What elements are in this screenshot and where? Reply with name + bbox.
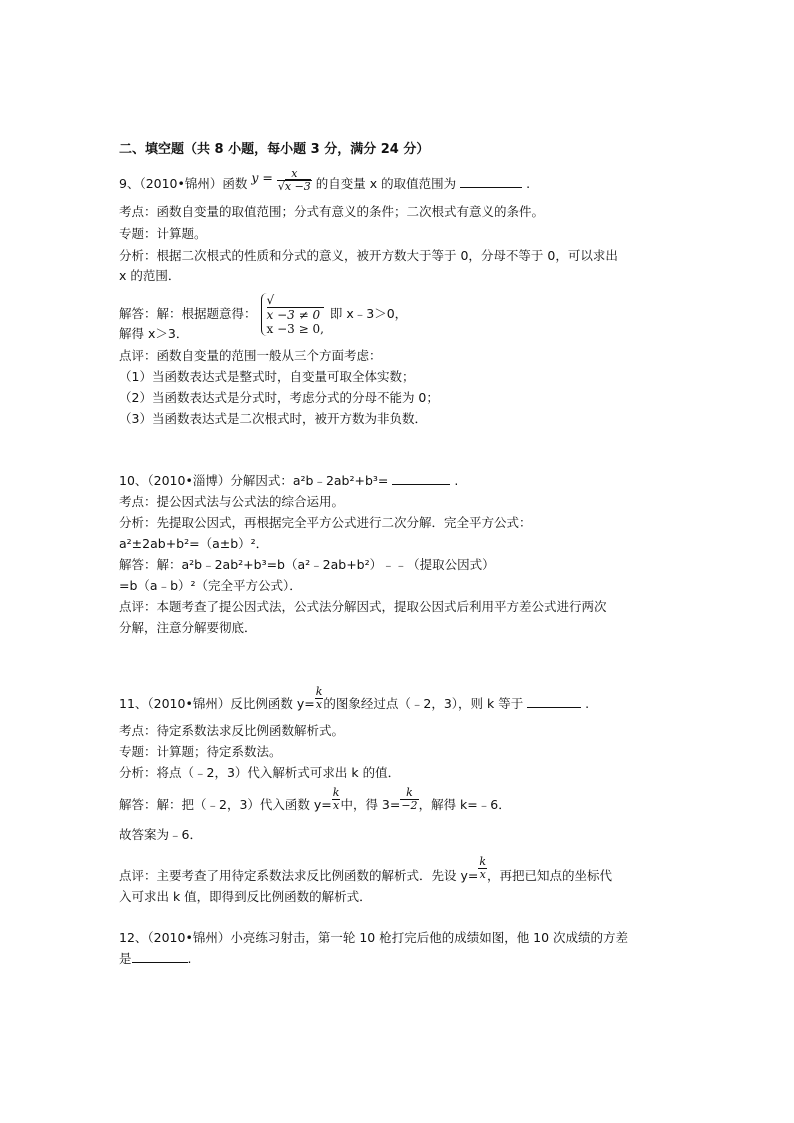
q10-end: . [454, 473, 459, 488]
q9-sys-line-2: x −3 ≥ 0, [266, 322, 324, 336]
q11-dianping-b: ，再把已知点的坐标代 [487, 868, 613, 883]
q10-fenxi-2: a²±2ab+b²=（a±b）²． [119, 536, 269, 551]
q9-frac-den [277, 180, 312, 193]
q9-jieda-prefix: 解答：解：根据题意得： [119, 306, 257, 321]
q11-dianping-fraction [478, 856, 487, 881]
q11-frac-den: x [315, 698, 323, 711]
q11-jieda-b: 中，得 3= [340, 797, 401, 812]
q11-end: . [585, 696, 590, 711]
q10-kaodian: 考点：提公因式法与公式法的综合运用。 [119, 494, 345, 509]
answer-blank [460, 175, 522, 188]
q10-dianping-1: 点评：本题考查了提公因式法，公式法分解因式，提取公因式后利用平方差公式进行两次 [119, 599, 607, 614]
q11-frac-num: k [315, 685, 323, 698]
q11-fenxi: 分析：将点（﹣2，3）代入解析式可求出 k 的值． [119, 765, 401, 780]
q10-jieda-1: 解答：解：a²b﹣2ab²+b³=b（a²﹣2ab+b²）﹣﹣（提取公因式） [119, 557, 495, 572]
q11-stem [119, 685, 590, 717]
q9-func-y: y = [251, 170, 273, 185]
q9-prefix: 9、（2010•锦州）函数 [119, 176, 248, 191]
q11-dianping-2: 入可求出 k 值，即得到反比例函数的解析式． [119, 889, 372, 904]
q9-radicand: x −3 [284, 180, 311, 193]
q9-suffix: 的自变量 x 的取值范围为 [315, 176, 457, 191]
q12-line-2 [119, 950, 192, 968]
q9-sys-line-1: √ x −3 ≠ 0 [267, 293, 324, 322]
q10-dianping-2: 分解，注意分解要彻底． [119, 620, 257, 635]
q10-jieda-2: =b（a﹣b）²（完全平方公式）． [119, 578, 302, 593]
q11-jieda-fraction-1 [332, 787, 341, 812]
q9-fraction [277, 168, 312, 193]
q11-jieda-frac1-num: k [332, 786, 340, 799]
q10-stem-prefix: 10、（2010•淄博）分解因式：a²b﹣2ab²+b³= [119, 473, 389, 488]
q11-dianping-frac-den: x [479, 868, 486, 881]
q9-jieda-suffix: 即 x﹣3＞0， [329, 306, 408, 321]
q12-end: . [187, 951, 192, 966]
q11-dianping-frac-num: k [479, 855, 487, 868]
q11-jieda-a: 解答：解：把（﹣2，3）代入函数 y= [119, 797, 332, 812]
q9-inequality-system [261, 293, 324, 336]
q9-stem [119, 167, 531, 197]
q9-dianping-1: 点评：函数自变量的范围一般从三个方面考虑： [119, 348, 382, 363]
q9-end: . [526, 176, 531, 191]
q11-jieda-frac2-den: −2 [401, 799, 418, 812]
q11-dianping-1 [119, 855, 613, 889]
q9-dianping-4: （3）当函数表达式是二次根式时，被开方数为非负数． [119, 411, 427, 426]
answer-blank [527, 695, 581, 708]
q9-dianping-2: （1）当函数表达式是整式时，自变量可取全体实数； [119, 369, 415, 384]
answer-blank [132, 950, 188, 963]
q9-dianping-3: （2）当函数表达式是分式时，考虑分式的分母不能为 0； [119, 390, 439, 405]
q9-fenxi-1: 分析：根据二次根式的性质和分式的意义，被开方数大于等于 0，分母不等于 0，可以求出 [119, 248, 618, 263]
q11-kaodian: 考点：待定系数法求反比例函数解析式。 [119, 723, 345, 738]
q11-jieda-c: ，解得 k=﹣6． [418, 797, 511, 812]
q11-jieda-fraction-2 [400, 787, 418, 812]
q11-stem-suffix: 的图象经过点（﹣2，3），则 k 等于 [323, 696, 524, 711]
q9-frac-num: x [291, 167, 298, 180]
q10-stem [119, 472, 458, 490]
q9-zhuanti: 专题：计算题。 [119, 226, 207, 241]
answer-blank [392, 472, 450, 485]
q9-kaodian: 考点：函数自变量的取值范围；分式有意义的条件；二次根式有意义的条件。 [119, 204, 545, 219]
q11-dianping-a: 点评：主要考查了用待定系数法求反比例函数的解析式．先设 y= [119, 868, 479, 883]
q11-guda: 故答案为﹣6． [119, 827, 202, 842]
sqrt-symbol: √x −3 [277, 180, 311, 193]
q9-sys-line1-text: x −3 ≠ 0 [267, 307, 324, 322]
q9-jieda-2: 解得 x＞3． [119, 326, 189, 341]
q11-jieda-frac2-num: k [406, 786, 413, 799]
q11-jieda [119, 786, 511, 818]
q11-fraction [315, 686, 324, 711]
q10-fenxi-1: 分析：先提取公因式，再根据完全平方公式进行二次分解．完全平方公式： [119, 515, 532, 530]
q9-fenxi-2: x 的范围． [119, 268, 181, 283]
q12-line2-prefix: 是 [119, 951, 132, 966]
q12-line-1: 12、（2010•锦州）小亮练习射击，第一轮 10 枪打完后他的成绩如图，他 10 次成绩的方差 [119, 930, 629, 945]
q11-stem-prefix: 11、（2010•锦州）反比例函数 y= [119, 696, 315, 711]
q11-jieda-frac1-den: x [332, 799, 340, 812]
q11-zhuanti: 专题：计算题；待定系数法。 [119, 744, 282, 759]
section-title: 二、填空题（共 8 小题，每小题 3 分，满分 24 分） [119, 142, 430, 157]
